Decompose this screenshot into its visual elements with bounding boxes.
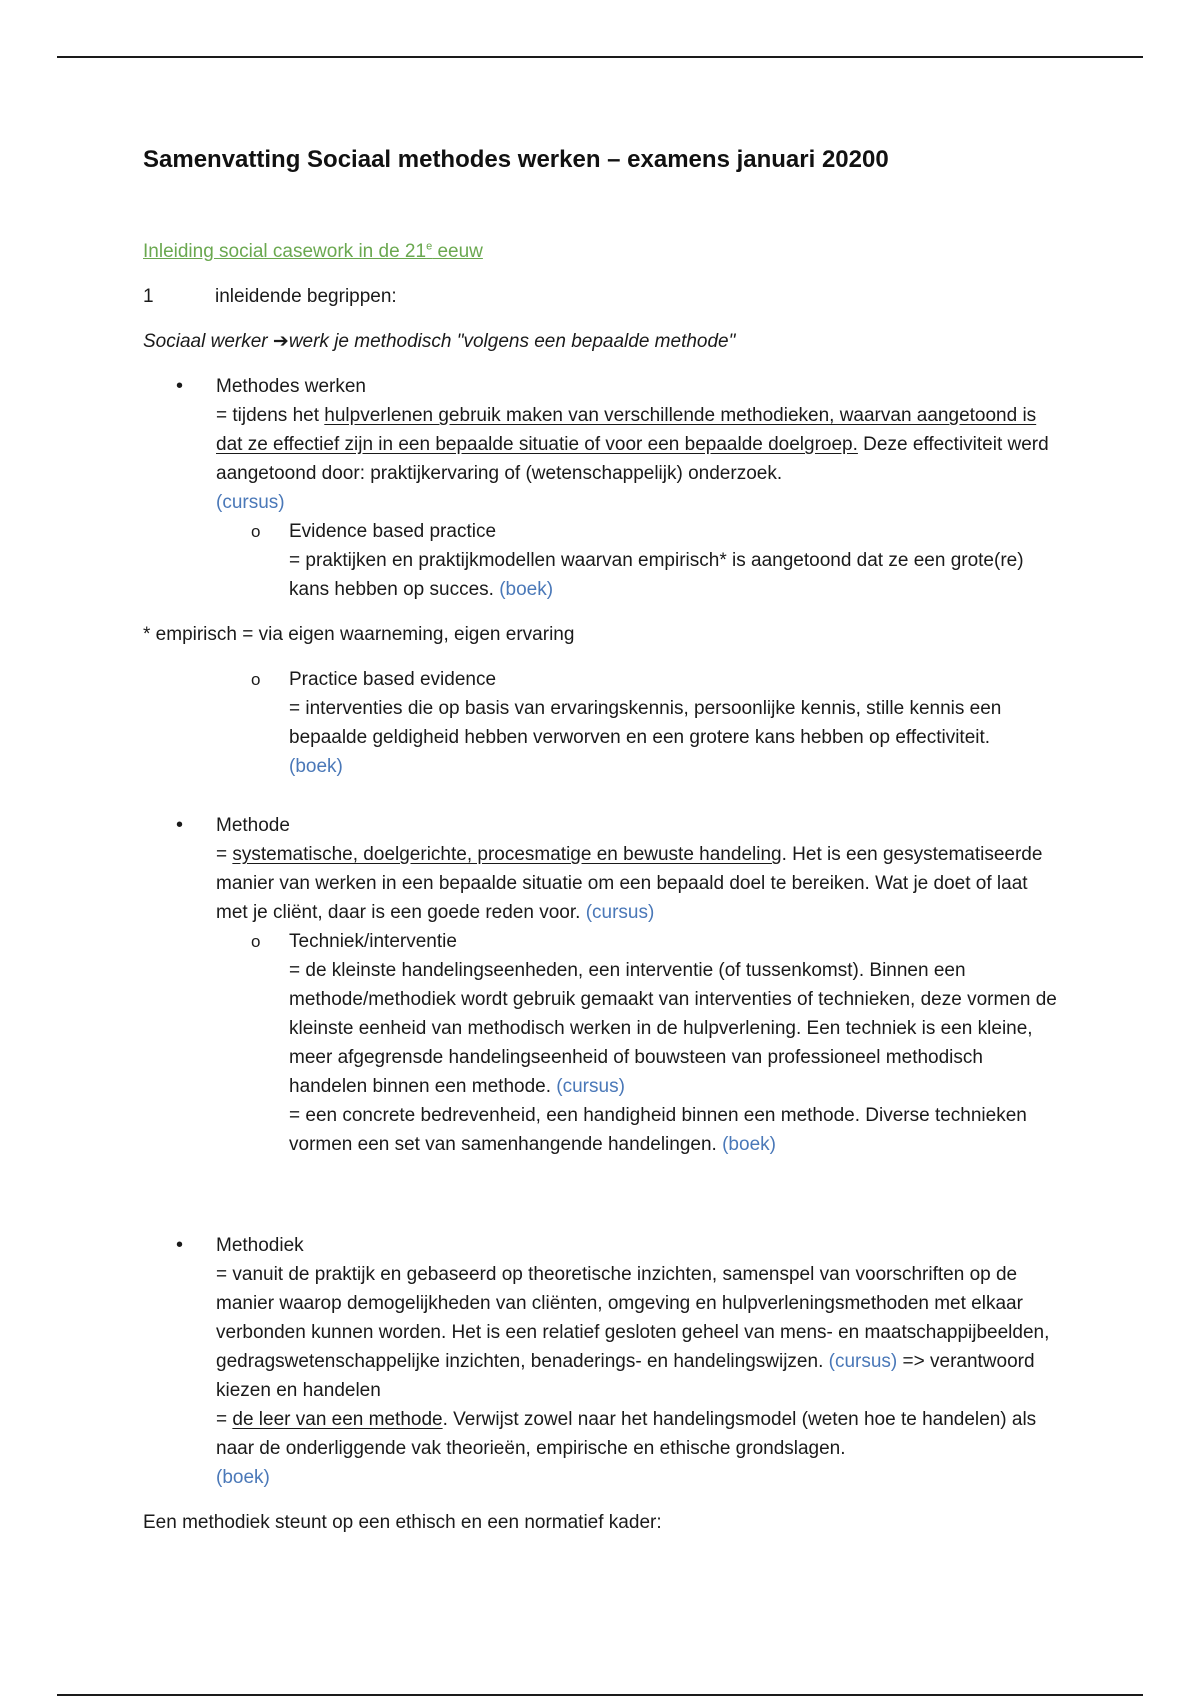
bullet-title: Methodiek — [216, 1235, 304, 1256]
bullet-definition-1: = vanuit de praktijk en gebaseerd op theoretische inzichten, samenspel van voorschriften op de manier waarop demogelijkheden van cliënten, omgeving en hulpverleningsmethoden met elkaar verbonden kunnen worden. Het is een relatief gesloten geheel van mens- en maatschappijbeelden, gedragswetenschappelijke inzichten, benaderings- en handelingswijzen. (cursus) => verantwoord kiezen en handelen — [216, 1264, 1050, 1401]
bullet-methodes-werken — [143, 372, 1063, 517]
source-ref: (boek) — [216, 1467, 270, 1488]
source-ref: (boek) — [289, 756, 343, 777]
sub-techniek-interventie — [143, 927, 1063, 1159]
bullet-title: Methodes werken — [216, 376, 366, 397]
sub-bullet-icon: o — [251, 522, 261, 541]
sub-definition: = praktijken en praktijkmodellen waarvan empirisch* is aangetoond dat ze een grote(re) kans hebben op succes. (boek) — [289, 550, 1024, 600]
heading-text: inleidende begrippen: — [215, 286, 397, 307]
bullet-icon: • — [176, 814, 184, 836]
sub-title: Techniek/interventie — [289, 931, 457, 952]
source-ref: (boek) — [722, 1134, 776, 1155]
source-ref: (cursus) — [585, 902, 655, 923]
sub-practice-based-evidence — [143, 665, 1063, 781]
source-ref: (cursus) — [216, 492, 285, 513]
sub-title: Practice based evidence — [289, 669, 497, 690]
sub-definition-1: = de kleinste handelingseenheden, een interventie (of tussenkomst). Binnen een methode/methodiek wordt gebruik gemaakt van interventies of technieken, deze vormen de kleinste eenheid van methodisch werken in de hulpverlening. Een techniek is een kleine, meer afgegrensde handelingseenheid of bouwsteen van professioneel methodisch handelen binnen een methode. (cursus) — [289, 960, 1057, 1097]
bullet-definition: = systematische, doelgerichte, procesmatige en bewuste handeling. Het is een gesystematiseerde manier van werken in een bepaalde situatie om een bepaald doel te bereiken. Wat je doet of laat met je cliënt, daar is een goede reden voor. (cursus) — [216, 844, 1043, 923]
sub-evidence-based-practice — [143, 517, 1063, 604]
bottom-rule — [57, 1694, 1143, 1696]
bullet-icon: • — [176, 1234, 184, 1256]
arrow-icon: ➔ — [272, 331, 289, 352]
source-ref: (boek) — [499, 579, 554, 600]
heading-number: 1 — [143, 286, 154, 307]
bullet-methodiek — [143, 1231, 1063, 1492]
sub-bullet-icon: o — [251, 932, 261, 951]
section-title: Inleiding social casework in de 21e eeuw — [143, 240, 483, 262]
bullet-title: Methode — [216, 815, 290, 836]
bullet-definition-2: = de leer van een methode. Verwijst zowel naar het handelingsmodel (weten hoe te handelen) als naar de onderliggende vak theorieën, empirische en ethische grondslagen. — [216, 1409, 1037, 1459]
intro-line: Sociaal werker ➔werk je methodisch "volgens een bepaalde methode" — [143, 331, 736, 352]
document-page — [143, 140, 1063, 1537]
document-title: Samenvatting Sociaal methodes werken – examens januari 20200 — [143, 146, 889, 173]
bullet-icon: • — [176, 375, 184, 397]
sub-title: Evidence based practice — [289, 521, 497, 542]
sub-definition: = interventies die op basis van ervaringskennis, persoonlijke kennis, stille kennis een bepaalde geldigheid hebben verworven en een grotere kans hebben op effectiviteit. — [289, 698, 1002, 748]
source-ref: (cursus) — [828, 1351, 898, 1372]
sub-definition-2: = een concrete bedrevenheid, een handigheid binnen een methode. Diverse technieken vormen een set van samenhangende handelingen. (boek) — [289, 1105, 1027, 1155]
closing-line: Een methodiek steunt op een ethisch en een normatief kader: — [143, 1512, 662, 1533]
sub-bullet-icon: o — [251, 670, 261, 689]
bullet-methode — [143, 811, 1063, 927]
top-rule — [57, 56, 1143, 58]
footnote: * empirisch = via eigen waarneming, eigen ervaring — [143, 624, 575, 645]
numbered-heading — [143, 282, 1063, 311]
bullet-definition: = tijdens het hulpverlenen gebruik maken van verschillende methodieken, waarvan aangetoond is dat ze effectief zijn in een bepaalde situatie of voor een bepaalde doelgroep. Deze effectiviteit werd aangetoond door: praktijkervaring of (wetenschappelijk) onderzoek. — [216, 405, 1049, 484]
source-ref: (cursus) — [556, 1076, 625, 1097]
